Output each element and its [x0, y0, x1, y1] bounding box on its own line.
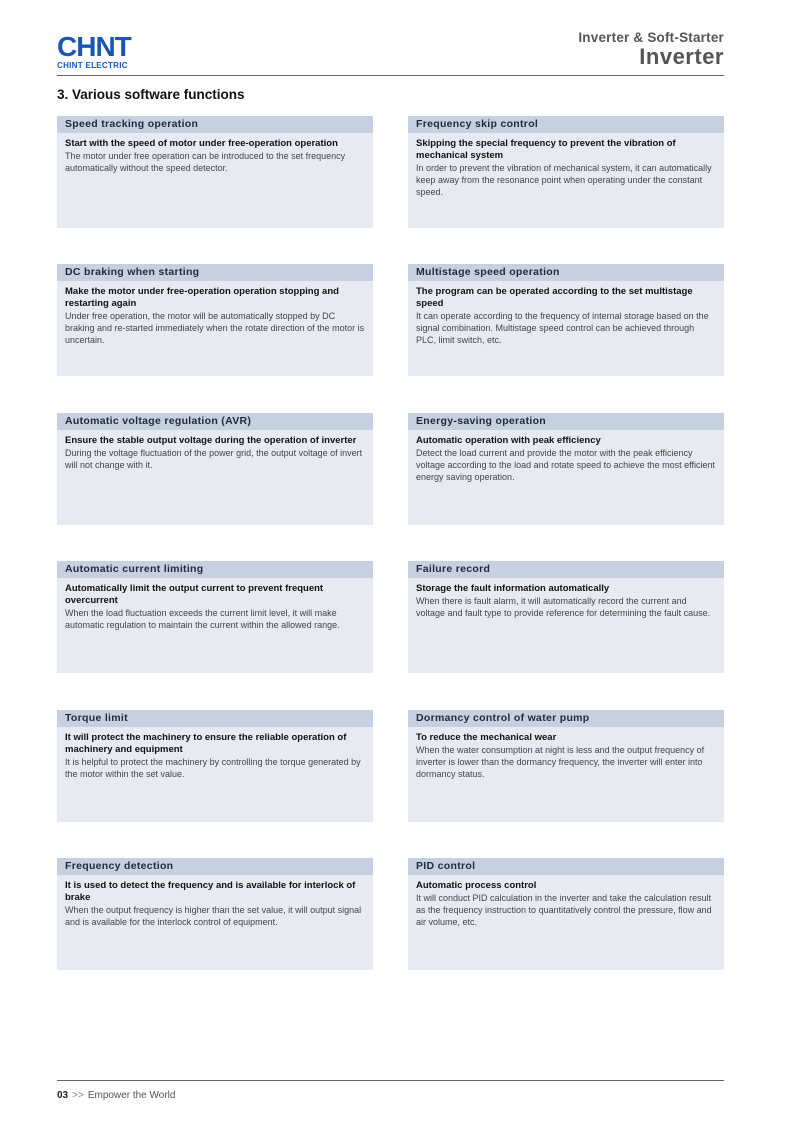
function-card [57, 116, 373, 228]
card-description: It is helpful to protect the machinery by controlling the torque generated by the motor within the set value. [65, 757, 361, 779]
footer-divider [57, 1080, 724, 1081]
card-subtitle: To reduce the mechanical wear [416, 732, 557, 743]
card-title: Frequency detection [57, 858, 373, 875]
function-card [408, 561, 724, 673]
card-subtitle: Automatic process control [416, 880, 537, 891]
card-title: Frequency skip control [408, 116, 724, 133]
card-subtitle: Start with the speed of motor under free-operation operation [65, 138, 338, 149]
card-title: Speed tracking operation [57, 116, 373, 133]
footer-tagline: Empower the World [87, 1090, 176, 1101]
footer-separator: >> [72, 1090, 84, 1101]
card-description: When the output frequency is higher than the set value, it will output signal and is available for the interlock control of equipment. [65, 905, 362, 927]
function-card [408, 858, 724, 970]
card-subtitle: The program can be operated according to the set multistage speed [416, 286, 693, 309]
function-card [408, 710, 724, 822]
function-card [57, 710, 373, 822]
function-card [57, 413, 373, 525]
function-card [57, 264, 373, 376]
card-subtitle: It is used to detect the frequency and is available for interlock of brake [65, 880, 356, 903]
card-title: Automatic current limiting [57, 561, 373, 578]
function-card [408, 264, 724, 376]
header-title: Inverter [639, 44, 724, 69]
page-number: 03 [57, 1090, 69, 1101]
card-title: Failure record [408, 561, 724, 578]
card-title: DC braking when starting [57, 264, 373, 281]
card-description: When the water consumption at night is less and the output frequency of inverter is lower than the dormancy frequency, the inverter will enter into dormancy status. [416, 745, 705, 779]
card-title: Dormancy control of water pump [408, 710, 724, 727]
logo-subtitle: CHINT ELECTRIC [57, 61, 128, 70]
card-title: PID control [408, 858, 724, 875]
card-title: Torque limit [57, 710, 373, 727]
logo-mark: CHNT [57, 31, 131, 62]
card-description: The motor under free operation can be introduced to the set frequency automatically without the speed detector. [65, 151, 346, 173]
section-title: 3. Various software functions [57, 87, 245, 102]
card-subtitle: Ensure the stable output voltage during the operation of inverter [65, 435, 357, 446]
card-subtitle: Storage the fault information automatically [416, 583, 610, 594]
card-description: It can operate according to the frequency of internal storage based on the signal combination. Multistage speed control can be achieved through PLC, limit switch, etc. [416, 311, 709, 345]
function-card [57, 858, 373, 970]
card-description: During the voltage fluctuation of the power grid, the output voltage of invert will not change with it. [65, 448, 363, 470]
card-subtitle: Make the motor under free-operation operation stopping and restarting again [65, 286, 339, 309]
header-divider [57, 75, 724, 76]
card-subtitle: Automatic operation with peak efficiency [416, 435, 601, 446]
function-card [408, 116, 724, 228]
card-title: Multistage speed operation [408, 264, 724, 281]
header-category: Inverter & Soft-Starter [578, 30, 724, 45]
card-subtitle: Automatically limit the output current to prevent frequent overcurrent [65, 583, 324, 606]
card-description: Detect the load current and provide the motor with the peak efficiency voltage according to the load and rotate speed to achieve the most efficient energy saving operation. [416, 448, 716, 482]
function-card [408, 413, 724, 525]
function-card [57, 561, 373, 673]
card-description: In order to prevent the vibration of mechanical system, it can automatically keep away from the resonance point when operating under the constant speed. [416, 163, 712, 197]
document-header [578, 30, 724, 69]
card-title: Automatic voltage regulation (AVR) [57, 413, 373, 430]
page-footer [57, 1090, 175, 1101]
card-title: Energy-saving operation [408, 413, 724, 430]
card-subtitle: Skipping the special frequency to prevent the vibration of mechanical system [416, 138, 676, 161]
chint-logo [57, 33, 131, 70]
card-description: When there is fault alarm, it will automatically record the current and voltage and fault type to provide reference for determining the fault cause. [416, 596, 711, 618]
card-description: It will conduct PID calculation in the inverter and take the calculation result as the frequency instruction to quantitatively control the pressure, flow and air volume, etc. [416, 893, 712, 927]
card-description: Under free operation, the motor will be automatically stopped by DC braking and re-started immediately when the rotate direction of the motor is uncertain. [65, 311, 365, 345]
card-description: When the load fluctuation exceeds the current limit level, it will make automatic regulation to maintain the current within the allowed range. [65, 608, 340, 630]
card-subtitle: It will protect the machinery to ensure the reliable operation of machinery and equipment [65, 732, 347, 755]
